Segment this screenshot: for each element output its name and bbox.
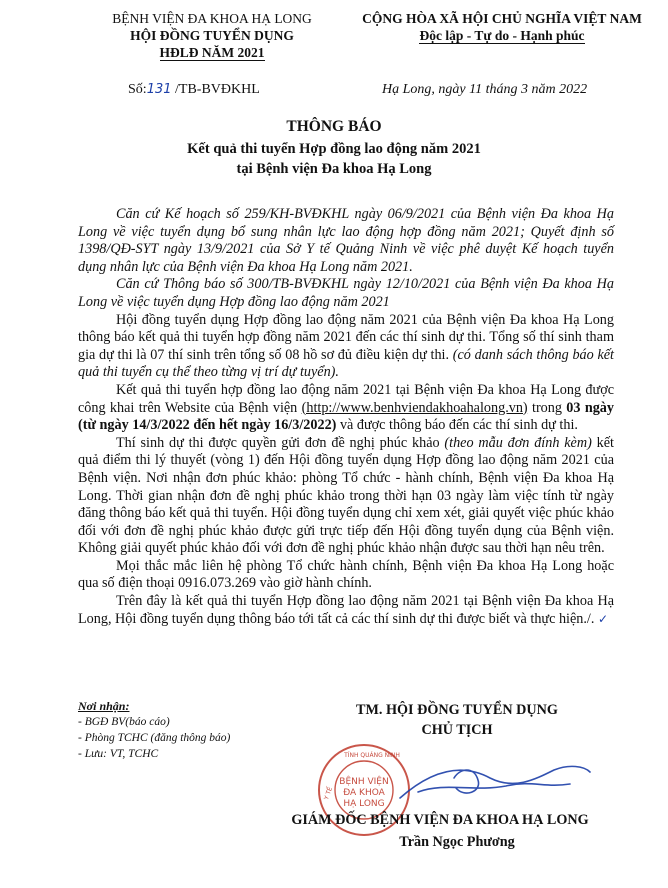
signature-role: CHỦ TỊCH bbox=[421, 722, 493, 738]
paragraph-closing bbox=[78, 593, 614, 628]
document-body bbox=[78, 206, 614, 628]
stamp-ring-left: Y TẾ bbox=[323, 786, 335, 801]
stamp-line-1: BỆNH VIỆN bbox=[339, 777, 389, 787]
header-left bbox=[88, 10, 336, 61]
paragraph-appeal bbox=[78, 435, 614, 558]
paragraph-website-text-a: Kết quả thi tuyển hợp đồng lao động năm 2021 tại Bệnh viện Đa khoa Hạ Long được công khai trên Website của Bệnh viện bbox=[78, 381, 614, 416]
recipients-heading: Nơi nhận: bbox=[78, 699, 130, 713]
place-date: Hạ Long, ngày 11 tháng 3 năm 2022 bbox=[382, 82, 588, 97]
recipient-item: - BGĐ BV(báo cáo) bbox=[78, 716, 170, 728]
paragraph-appeal-text-a: Thí sinh dự thi được quyền gửi đơn đề nghị phúc khảo bbox=[116, 434, 445, 451]
country-name: CỘNG HÒA XÃ HỘI CHỦ NGHĨA VIỆT NAM bbox=[362, 11, 642, 26]
paragraph-website-text-b: trong bbox=[527, 399, 567, 416]
stamp-line-3: HẠ LONG bbox=[343, 799, 385, 809]
stamp-ring-top: TỈNH QUẢNG NINH bbox=[344, 752, 400, 759]
recipient-item: - Phòng TCHC (đăng thông báo) bbox=[78, 732, 231, 744]
signature-on-behalf: TM. HỘI ĐỒNG TUYỂN DỤNG bbox=[356, 702, 558, 718]
paragraph-basis-1: Căn cứ Kế hoạch số 259/KH-BVĐKHL ngày 06/9/2021 của Bệnh viện Đa khoa Hạ Long về việc tuyển dụng bổ sung nhân lực lao động hợp đồng năm 2021; Quyết định số 1398/QĐ-SYT ngày 13/9/2021 của Sở Y tế Quảng Ninh về việc phê duyệt Kế hoạch tuyển dụng nhân lực của Bệnh viện Đa khoa Hạ Long năm 2021. bbox=[78, 206, 614, 275]
paragraph-contact: Mọi thắc mắc liên hệ phòng Tổ chức hành chính, Bệnh viện Đa khoa Hạ Long hoặc qua số điện thoại 0916.073.269 vào giờ hành chính. bbox=[78, 557, 614, 592]
stamp-line-2: ĐA KHOA bbox=[343, 788, 385, 798]
org-name: BỆNH VIỆN ĐA KHOA HẠ LONG bbox=[112, 11, 312, 26]
paragraph-appeal-italic: (theo mẫu đơn đính kèm) bbox=[444, 434, 592, 451]
council-year: HĐLĐ NĂM 2021 bbox=[159, 45, 265, 60]
paragraph-website-period: 03 ngày (từ ngày 14/3/2022 đến hết ngày 16/3/2022) bbox=[78, 399, 614, 434]
paragraph-website-text-c: và được thông báo đến các thí sinh dự thi. bbox=[336, 417, 578, 434]
recipient-item: - Lưu: VT, TCHC bbox=[78, 748, 159, 760]
reference-number bbox=[128, 82, 260, 98]
signature-position: GIÁM ĐỐC BỆNH VIỆN ĐA KHOA HẠ LONG bbox=[291, 812, 589, 828]
signer-name: Trần Ngọc Phương bbox=[399, 834, 515, 850]
paragraph-results-note: (có danh sách thông báo kết quả thi tuyển cụ thể theo từng vị trí dự tuyển). bbox=[78, 346, 614, 381]
paragraph-appeal-text-b: kết quả điểm thi lý thuyết (vòng 1) đến Hội đồng tuyển dụng Hợp đồng lao động năm 2021 của Bệnh viện. Nơi nhận đơn phúc khảo: phòng Tổ chức - hành chính, Bệnh viện Đa khoa Hạ Long. Thời gian nhận đơn đề nghị phúc khảo trong thời hạn 03 ngày làm việc tính từ ngày đăng thông báo kết quả thi tuyển. Hội đồng tuyển dụng chỉ xem xét, giải quyết việc phúc khảo đối với đơn đề nghị phúc khảo được gửi trực tiếp đến Hội đồng tuyển dụng của Bệnh viện. Không giải quyết phúc khảo đối với đơn đề nghị phúc khảo nhận được sau thời hạn nêu trên. bbox=[78, 434, 614, 557]
paragraph-website bbox=[78, 382, 614, 435]
paragraph-results-text: Hội đồng tuyển dụng Hợp đồng lao động năm 2021 của Bệnh viện Đa khoa Hạ Long thông báo kết quả thi tuyển hợp đồng năm 2021 đến các thí sinh dự thi. Tổng số thí sinh tham gia dự thi là 07 thí sinh trên tổng số 08 hồ sơ đủ điều kiện dự thi. bbox=[78, 311, 614, 363]
document-subtitle-2: tại Bệnh viện Đa khoa Hạ Long bbox=[236, 161, 432, 177]
reference-prefix: Số: bbox=[128, 82, 147, 97]
reference-suffix: /TB-BVĐKHL bbox=[175, 82, 260, 97]
website-link[interactable]: (http://www.benhviendakhoahalong.vn) bbox=[301, 399, 528, 416]
handwritten-signature bbox=[394, 758, 594, 810]
initial-mark: ✓ bbox=[597, 611, 609, 626]
document-subtitle-1: Kết quả thi tuyển Hợp đồng lao động năm 2021 bbox=[187, 141, 481, 157]
national-motto: Độc lập - Tự do - Hạnh phúc bbox=[419, 28, 585, 43]
document-title: THÔNG BÁO bbox=[286, 118, 382, 135]
recipients-block bbox=[78, 698, 298, 762]
header-right bbox=[352, 10, 652, 44]
council-name: HỘI ĐỒNG TUYỂN DỤNG bbox=[130, 28, 294, 43]
paragraph-basis-2: Căn cứ Thông báo số 300/TB-BVĐKHL ngày 12/10/2021 của Bệnh viện Đa khoa Hạ Long về việc tuyển dụng Hợp đồng lao động năm 2021 bbox=[78, 276, 614, 310]
paragraph-closing-text: Trên đây là kết quả thi tuyển Hợp đồng lao động năm 2021 tại Bệnh viện Đa khoa Hạ Long, Hội đồng tuyển dụng thông báo tới tất cả các thí sinh dự thi được biết và thực hiện./. bbox=[78, 593, 614, 627]
handwritten-number: 131 bbox=[146, 82, 172, 97]
paragraph-results bbox=[78, 312, 614, 382]
